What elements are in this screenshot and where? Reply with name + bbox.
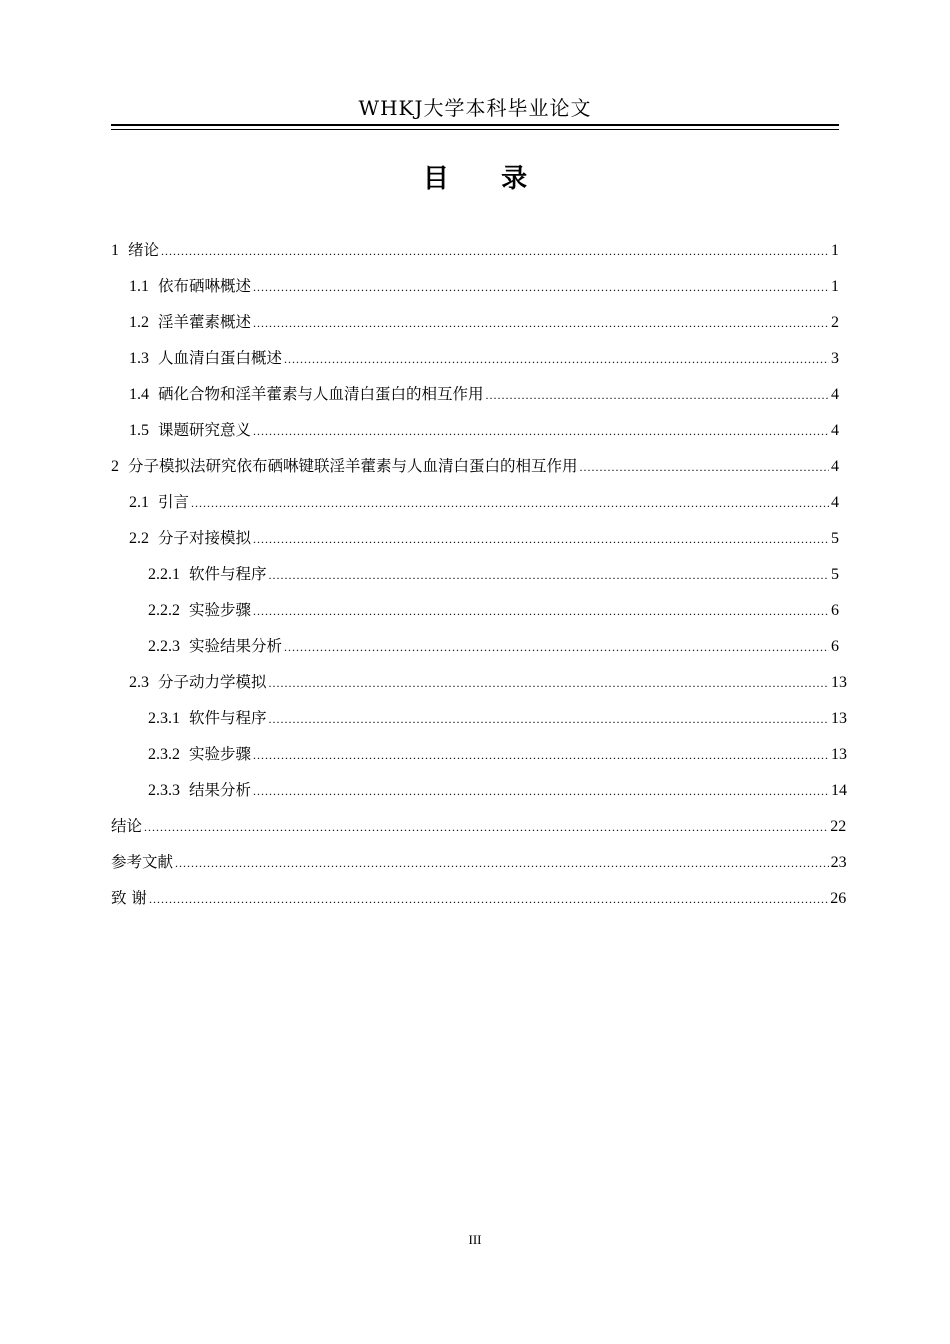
toc-entry[interactable]	[111, 700, 847, 736]
toc-entry-title: 结论	[111, 817, 143, 835]
toc-entry-number: 1.2	[129, 314, 149, 331]
toc-entry-number: 1.4	[129, 386, 149, 403]
toc-entry-page: 13	[831, 674, 847, 691]
toc-dot-leader	[253, 413, 829, 449]
toc-dot-leader	[161, 233, 829, 269]
toc-entry[interactable]	[111, 520, 839, 556]
toc-entry-title: 引言	[158, 493, 190, 511]
toc-entry[interactable]	[111, 484, 839, 520]
toc-dot-leader	[253, 593, 829, 629]
toc-entry-number: 2	[111, 458, 119, 475]
toc-entry[interactable]	[111, 340, 839, 376]
toc-entry-title: 实验步骤	[189, 745, 252, 763]
toc-entry-number: 1.3	[129, 350, 149, 367]
header-rule-thin	[111, 129, 839, 130]
toc-entry[interactable]	[111, 232, 839, 268]
toc-dot-leader	[486, 377, 829, 413]
toc-entry-number: 1.5	[129, 422, 149, 439]
toc-dot-leader	[253, 737, 829, 773]
toc-entry-title: 课题研究意义	[158, 421, 252, 439]
toc-entry-number: 2.3	[129, 674, 149, 691]
toc-entry-title: 参考文献	[111, 853, 174, 871]
toc-entry[interactable]	[111, 448, 839, 484]
toc-entry-page: 4	[831, 494, 839, 511]
toc-entry-title: 硒化合物和淫羊藿素与人血清白蛋白的相互作用	[158, 385, 484, 403]
toc-entry-page: 5	[831, 566, 839, 583]
header-rule-thick	[111, 124, 839, 126]
toc-entry-page: 4	[831, 458, 839, 475]
toc-dot-leader	[149, 881, 828, 917]
toc-dot-leader	[253, 269, 829, 305]
toc-entry-number: 2.2.3	[148, 638, 180, 655]
toc-dot-leader	[253, 521, 829, 557]
table-of-contents	[111, 232, 847, 916]
toc-entry-number: 2.3.2	[148, 746, 180, 763]
toc-entry-page: 6	[831, 602, 839, 619]
toc-entry[interactable]	[111, 412, 839, 448]
toc-entry-page: 1	[831, 242, 839, 259]
toc-entry[interactable]	[111, 592, 839, 628]
toc-dot-leader	[191, 485, 829, 521]
toc-entry-title: 淫羊藿素概述	[158, 313, 252, 331]
toc-dot-leader	[253, 305, 829, 341]
footer-page-number: III	[468, 1232, 482, 1247]
toc-entry[interactable]	[111, 628, 839, 664]
toc-entry-page: 2	[831, 314, 839, 331]
toc-entry[interactable]	[111, 664, 847, 700]
toc-entry-page: 26	[830, 890, 847, 907]
toc-entry-page: 13	[831, 746, 847, 763]
toc-entry-title: 分子对接模拟	[158, 529, 252, 547]
toc-entry[interactable]	[111, 736, 847, 772]
toc-entry[interactable]	[111, 844, 847, 880]
toc-dot-leader	[269, 665, 829, 701]
toc-entry-title: 结果分析	[189, 781, 252, 799]
toc-entry-page: 3	[831, 350, 839, 367]
toc-entry-title: 软件与程序	[189, 565, 267, 583]
toc-dot-leader	[253, 773, 829, 809]
toc-entry-title: 软件与程序	[189, 709, 267, 727]
toc-entry-number: 2.3.1	[148, 710, 180, 727]
toc-entry-number: 2.1	[129, 494, 149, 511]
toc-entry-number: 1	[111, 242, 119, 259]
toc-entry-title: 致 谢	[111, 889, 147, 907]
toc-entry-page: 23	[830, 854, 847, 871]
toc-entry-number: 2.2.1	[148, 566, 180, 583]
toc-entry[interactable]	[111, 304, 839, 340]
toc-entry[interactable]	[111, 808, 847, 844]
toc-entry-page: 13	[831, 710, 847, 727]
toc-entry[interactable]	[111, 880, 847, 916]
running-header-title: WHKJ大学本科毕业论文	[358, 96, 592, 120]
toc-entry-title: 依布硒啉概述	[158, 277, 252, 295]
toc-dot-leader	[175, 845, 829, 881]
toc-entry-page: 4	[831, 386, 839, 403]
toc-entry-title: 绪论	[128, 241, 160, 259]
toc-entry-number: 1.1	[129, 278, 149, 295]
toc-entry[interactable]	[111, 376, 839, 412]
toc-title-char-1: 目	[422, 164, 449, 194]
toc-dot-leader	[284, 629, 829, 665]
toc-dot-leader	[580, 449, 829, 485]
toc-entry-title: 人血清白蛋白概述	[158, 349, 283, 367]
toc-entry-page: 4	[831, 422, 839, 439]
toc-entry-page: 1	[831, 278, 839, 295]
toc-entry-page: 6	[831, 638, 839, 655]
toc-entry-page: 5	[831, 530, 839, 547]
toc-entry-page: 14	[831, 782, 847, 799]
toc-entry-number: 2.3.3	[148, 782, 180, 799]
toc-title	[0, 158, 950, 195]
toc-dot-leader	[284, 341, 829, 377]
toc-dot-leader	[269, 557, 829, 593]
toc-entry-page: 22	[830, 818, 847, 835]
toc-entry-number: 2.2.2	[148, 602, 180, 619]
toc-entry[interactable]	[111, 268, 839, 304]
toc-dot-leader	[269, 701, 829, 737]
toc-title-char-2: 录	[501, 164, 528, 194]
toc-dot-leader	[144, 809, 828, 845]
toc-entry-number: 2.2	[129, 530, 149, 547]
toc-entry[interactable]	[111, 556, 839, 592]
toc-entry-title: 实验步骤	[189, 601, 252, 619]
toc-entry-title: 实验结果分析	[189, 637, 283, 655]
toc-entry-title: 分子动力学模拟	[158, 673, 267, 691]
toc-entry-title: 分子模拟法研究依布硒啉键联淫羊藿素与人血清白蛋白的相互作用	[128, 457, 578, 475]
toc-entry[interactable]	[111, 772, 847, 808]
